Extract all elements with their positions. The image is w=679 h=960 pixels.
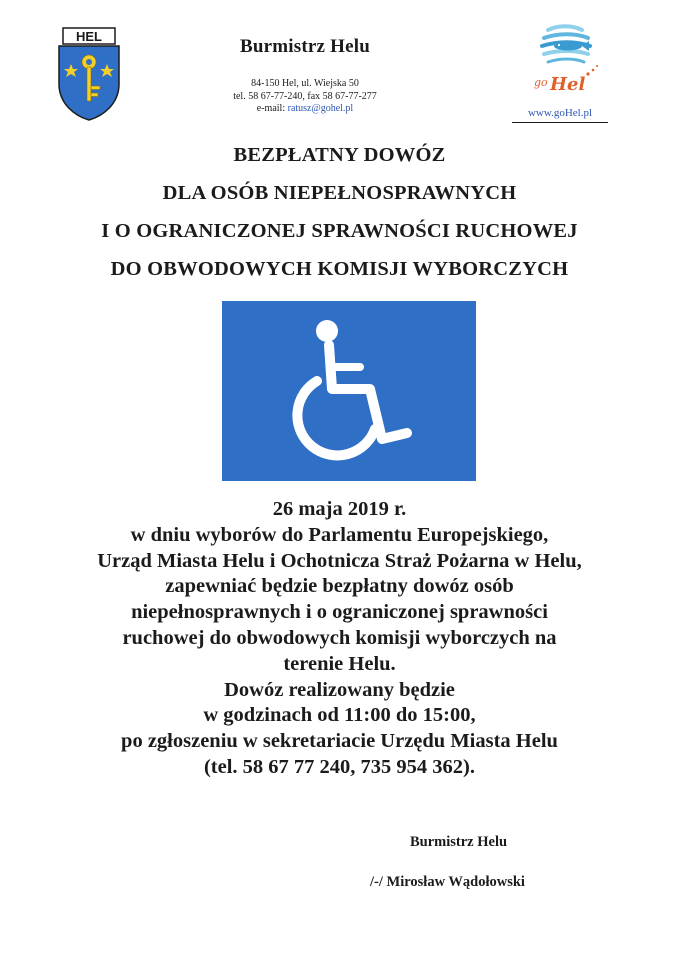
email-link[interactable]: ratusz@gohel.pl — [287, 103, 354, 114]
body-line: ruchowej do obwodowych komisji wyborczych na — [122, 626, 557, 649]
announcement-body — [0, 497, 679, 781]
body-line: w godzinach od 11:00 do 15:00, — [203, 704, 476, 727]
phone-line: tel. 58 67-77-240, fax 58 67-77-277 — [233, 90, 377, 102]
body-line: w dniu wyborów do Parlamentu Europejskiego, — [130, 523, 549, 546]
logo-go: go — [534, 76, 548, 89]
letterhead — [180, 36, 430, 116]
org-name: Burmistrz Helu — [240, 36, 370, 57]
body-line: niepełnosprawnych i o ograniczonej sprawności — [131, 601, 548, 624]
address-line: 84-150 Hel, ul. Wiejska 50 — [251, 78, 359, 89]
body-line: Urząd Miasta Helu i Ochotnicza Straż Pożarna w Helu, — [97, 549, 582, 572]
gohel-logo — [512, 22, 608, 124]
body-line: (tel. 58 67 77 240, 735 954 362). — [203, 755, 476, 778]
signature-title: Burmistrz Helu — [410, 834, 508, 850]
logo-url-link[interactable]: www.goHel.pl — [527, 107, 593, 119]
hel-coat-of-arms-icon — [53, 22, 125, 122]
signature-name: /-/ Mirosław Wądołowski — [370, 874, 525, 890]
body-line: po zgłoszeniu w sekretariacie Urzędu Miasta Helu — [121, 730, 558, 753]
title-line: BEZPŁATNY DOWÓZ — [233, 144, 446, 166]
wheelchair-icon — [222, 301, 476, 481]
logo-hel: Hel — [550, 74, 586, 95]
email-line — [180, 103, 430, 116]
body-line: Dowóz realizowany będzie — [224, 678, 455, 701]
coat-label: HEL — [76, 29, 102, 44]
title-line: DO OBWODOWYCH KOMISJI WYBORCZYCH — [110, 258, 569, 280]
body-line: 26 maja 2019 r. — [272, 498, 407, 520]
title-line: I O OGRANICZONEJ SPRAWNOŚCI RUCHOWEJ — [101, 220, 578, 242]
announcement-title — [0, 136, 679, 288]
logo-rule — [512, 122, 608, 123]
wheelchair-sign — [222, 301, 476, 481]
email-prefix: e-mail: — [256, 103, 288, 114]
title-line: DLA OSÓB NIEPEŁNOSPRAWNYCH — [162, 182, 517, 204]
body-line: terenie Helu. — [283, 652, 396, 675]
body-line: zapewniać będzie bezpłatny dowóz osób — [165, 575, 514, 598]
gohel-fish-logo-icon — [520, 22, 616, 102]
